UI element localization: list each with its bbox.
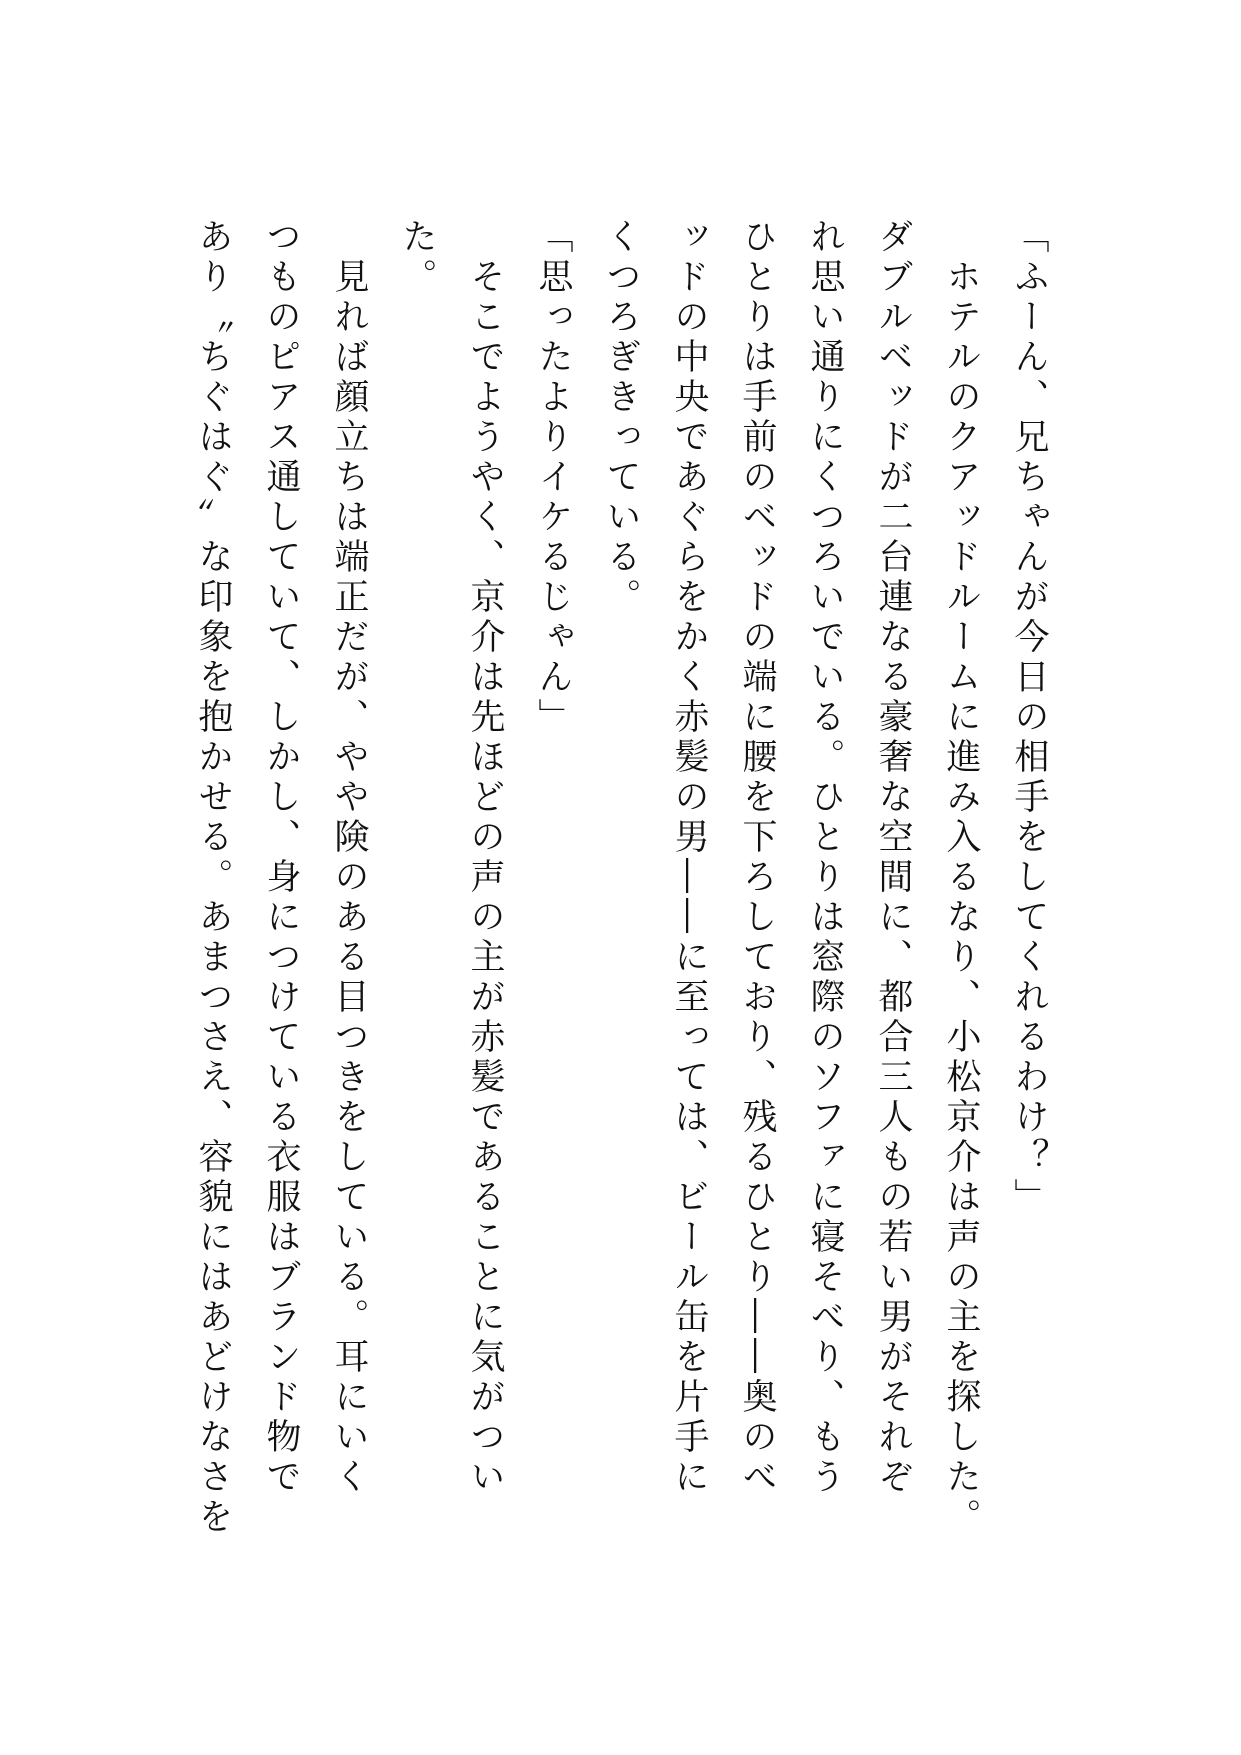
text-line-11: 見れば顔立ちは端正だが、やや険のある目つきをしている。耳にいく xyxy=(329,218,369,1498)
text-line-7: くつろぎきっている。 xyxy=(601,218,641,618)
text-line-8: 「思ったよりイケるじゃん」 xyxy=(533,218,573,738)
text-line-2: ホテルのクアッドルームに進み入るなり、小松京介は声の主を探した。 xyxy=(941,218,981,1538)
text-line-1: 「ふーん、兄ちゃんが今日の相手をしてくれるわけ？」 xyxy=(1009,218,1049,1218)
text-line-6: ッドの中央であぐらをかく赤髪の男――に至っては、ビール缶を片手に xyxy=(669,218,709,1498)
text-line-5: ひとりは手前のベッドの端に腰を下ろしており、残るひとり――奥のべ xyxy=(737,218,777,1498)
text-line-10: た。 xyxy=(397,218,437,298)
text-line-3: ダブルベッドが二台連なる豪奢な空間に、都合三人もの若い男がそれぞ xyxy=(873,218,913,1498)
text-line-12: つものピアス通していて、しかし、身につけている衣服はブランド物で xyxy=(261,218,301,1498)
text-line-4: れ思い通りにくつろいでいる。ひとりは窓際のソファに寝そべり、もう xyxy=(805,218,845,1498)
vertical-body-text xyxy=(179,218,1063,1598)
text-line-9: そこでようやく、京介は先ほどの声の主が赤髪であることに気がつい xyxy=(465,218,505,1498)
text-line-13: あり〝ちぐはぐ〟な印象を抱かせる。あまつさえ、容貌にはあどけなさを xyxy=(193,218,233,1538)
